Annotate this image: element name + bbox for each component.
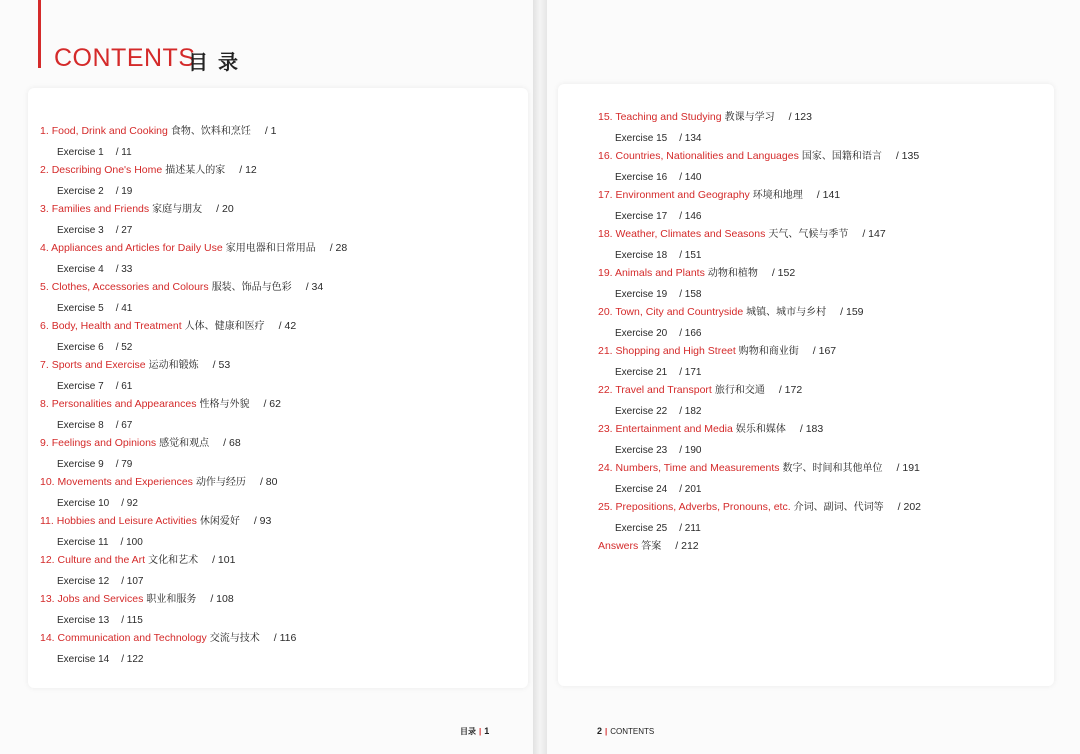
exercise-label: Exercise 17	[615, 211, 668, 222]
exercise-page: / 134	[679, 133, 702, 144]
toc-item	[598, 499, 921, 538]
toc-item	[598, 343, 921, 382]
chapter-number: 5.	[40, 281, 49, 293]
exercise-page: / 61	[115, 381, 133, 392]
chapter-page: / 172	[778, 384, 803, 396]
chapter-title: Town, City and Countryside	[615, 306, 744, 318]
chapter-number: 20.	[598, 306, 613, 318]
exercise-row[interactable]	[40, 650, 347, 669]
page-title-cn: 目录	[188, 50, 248, 74]
page-title: CONTENTS	[54, 44, 196, 72]
exercise-label: Exercise 1	[57, 147, 104, 158]
chapter-number: 16.	[598, 150, 613, 162]
chapter-title-cn: 运动和锻炼	[148, 360, 199, 371]
exercise-row[interactable]	[598, 480, 921, 499]
chapter-title-cn: 介词、副词、代词等	[793, 502, 884, 513]
chapter-page: / 108	[210, 593, 234, 605]
chapter-row[interactable]	[40, 591, 347, 611]
exercise-label: Exercise 9	[57, 459, 104, 470]
exercise-label: Exercise 22	[615, 406, 668, 417]
toc-item	[40, 279, 347, 318]
toc-item	[598, 109, 921, 148]
answers-page: / 212	[675, 540, 699, 552]
chapter-title-cn: 职业和服务	[146, 594, 197, 605]
exercise-label: Exercise 7	[57, 381, 104, 392]
chapter-number: 13.	[40, 593, 55, 605]
chapter-row[interactable]	[598, 421, 921, 441]
exercise-page: / 33	[115, 264, 133, 275]
chapter-number: 8.	[40, 398, 49, 410]
footer-right	[597, 726, 654, 736]
exercise-page: / 100	[120, 537, 143, 548]
chapter-page: / 123	[788, 111, 812, 123]
chapter-title: Shopping and High Street	[615, 345, 736, 357]
chapter-title: Entertainment and Media	[615, 423, 733, 435]
chapter-page: / 68	[223, 437, 241, 449]
chapter-title-cn: 购物和商业街	[738, 346, 799, 357]
chapter-page: / 12	[239, 164, 257, 176]
chapter-row[interactable]	[40, 552, 347, 572]
chapter-title: Prepositions, Adverbs, Pronouns, etc.	[615, 501, 791, 513]
chapter-title-cn: 城镇、城市与乡村	[746, 307, 827, 318]
toc-item	[40, 474, 347, 513]
chapter-title-cn: 动作与经历	[195, 477, 246, 488]
toc-item	[40, 318, 347, 357]
chapter-number: 22.	[598, 384, 613, 396]
exercise-label: Exercise 11	[57, 537, 109, 548]
chapter-page: / 147	[862, 228, 886, 240]
footer-separator: |	[605, 727, 608, 736]
chapter-number: 23.	[598, 423, 613, 435]
exercise-page: / 115	[121, 615, 143, 626]
chapter-title: Sports and Exercise	[51, 359, 146, 371]
chapter-number: 3.	[40, 203, 49, 215]
chapter-title: Travel and Transport	[615, 384, 712, 396]
chapter-number: 14.	[40, 632, 55, 644]
chapter-title-cn: 描述某人的家	[165, 165, 226, 176]
toc-item	[598, 187, 921, 226]
chapter-row[interactable]	[40, 201, 347, 221]
chapter-page: / 20	[216, 203, 234, 215]
exercise-label: Exercise 21	[615, 367, 668, 378]
exercise-row[interactable]	[40, 260, 347, 279]
answers-row[interactable]	[598, 538, 921, 558]
exercise-label: Exercise 10	[57, 498, 110, 509]
chapter-page: / 53	[212, 359, 231, 371]
chapter-title-cn: 休闲爱好	[199, 516, 240, 527]
exercise-page: / 182	[679, 406, 702, 417]
toc-item	[40, 513, 347, 552]
exercise-row[interactable]	[40, 494, 347, 513]
toc-item	[598, 421, 921, 460]
chapter-number: 7.	[40, 359, 49, 371]
chapter-title-cn: 性格与外貌	[199, 399, 250, 410]
toc-item	[40, 552, 347, 591]
chapter-number: 21.	[598, 345, 613, 357]
toc-item	[40, 162, 347, 201]
toc-item-answers	[598, 538, 921, 577]
chapter-row[interactable]	[40, 513, 347, 533]
exercise-row[interactable]	[40, 143, 347, 162]
exercise-row[interactable]	[598, 168, 921, 187]
exercise-label: Exercise 4	[57, 264, 104, 275]
exercise-row[interactable]	[598, 402, 921, 421]
chapter-page: / 152	[771, 267, 796, 279]
chapter-title: Numbers, Time and Measurements	[615, 462, 780, 474]
exercise-row[interactable]	[598, 207, 921, 226]
chapter-title-cn: 家庭与朋友	[152, 204, 203, 215]
chapter-title: Culture and the Art	[57, 554, 146, 566]
chapter-row[interactable]	[598, 499, 921, 519]
exercise-row[interactable]	[40, 377, 347, 396]
exercise-page: / 166	[679, 328, 702, 339]
chapter-row[interactable]	[598, 343, 921, 363]
chapter-title-cn: 娱乐和媒体	[735, 424, 786, 435]
footer-separator: |	[479, 727, 482, 736]
chapter-number: 12.	[40, 554, 55, 566]
chapter-title-cn: 交流与技术	[209, 633, 260, 644]
chapter-title: Appliances and Articles for Daily Use	[51, 242, 223, 254]
chapter-title: Families and Friends	[51, 203, 150, 215]
chapter-page: / 159	[840, 306, 864, 318]
exercise-page: / 122	[121, 654, 144, 665]
footer-right-page-number: 2	[597, 726, 603, 736]
exercise-label: Exercise 3	[57, 225, 104, 236]
exercise-row[interactable]	[598, 519, 921, 538]
exercise-page: / 158	[679, 289, 702, 300]
chapter-number: 24.	[598, 462, 613, 474]
chapter-page: / 34	[305, 281, 324, 293]
toc-item	[40, 123, 347, 162]
toc-item	[40, 357, 347, 396]
chapter-page: / 116	[273, 632, 297, 644]
exercise-row[interactable]	[40, 572, 347, 591]
exercise-page: / 52	[115, 342, 133, 353]
chapter-title-cn: 食物、饮料和烹饪	[170, 126, 251, 137]
chapter-title-cn: 文化和艺术	[148, 555, 199, 566]
exercise-row[interactable]	[40, 299, 347, 318]
chapter-number: 2.	[40, 164, 49, 176]
chapter-number: 15.	[598, 111, 613, 123]
exercise-row[interactable]	[598, 129, 921, 148]
exercise-page: / 11	[115, 147, 132, 158]
toc-item	[598, 226, 921, 265]
chapter-page: / 80	[259, 476, 278, 488]
exercise-label: Exercise 13	[57, 615, 110, 626]
toc-item	[40, 396, 347, 435]
footer-right-label: CONTENTS	[610, 727, 655, 736]
chapter-title-cn: 家用电器和日常用品	[225, 243, 316, 254]
exercise-row[interactable]	[40, 611, 347, 630]
exercise-label: Exercise 6	[57, 342, 104, 353]
chapter-row[interactable]	[598, 109, 921, 129]
toc-item	[40, 201, 347, 240]
chapter-title: Body, Health and Treatment	[51, 320, 182, 332]
exercise-page: / 190	[679, 445, 702, 456]
chapter-title-cn: 服装、饰品与色彩	[211, 282, 292, 293]
chapter-title: Weather, Climates and Seasons	[615, 228, 766, 240]
chapter-row[interactable]	[40, 396, 347, 416]
chapter-page: / 93	[253, 515, 272, 527]
chapter-page: / 1	[264, 125, 277, 137]
toc-right-list	[598, 109, 921, 577]
exercise-row[interactable]	[40, 182, 347, 201]
exercise-label: Exercise 19	[615, 289, 668, 300]
chapter-title: Environment and Geography	[615, 189, 750, 201]
exercise-page: / 201	[679, 484, 702, 495]
chapter-title-cn: 人体、健康和医疗	[184, 321, 265, 332]
chapter-page: / 167	[812, 345, 837, 357]
chapter-row[interactable]	[40, 240, 347, 260]
chapter-number: 10.	[40, 476, 55, 488]
exercise-label: Exercise 16	[615, 172, 668, 183]
exercise-row[interactable]	[598, 285, 921, 304]
chapter-title: Clothes, Accessories and Colours	[51, 281, 209, 293]
chapter-number: 11.	[40, 515, 54, 527]
exercise-row[interactable]	[40, 533, 347, 552]
chapter-title-cn: 数字、时间和其他单位	[782, 463, 883, 474]
exercise-label: Exercise 15	[615, 133, 668, 144]
toc-item	[40, 630, 347, 669]
toc-item	[40, 435, 347, 474]
chapter-number: 9.	[40, 437, 49, 449]
chapter-row[interactable]	[598, 304, 921, 324]
exercise-row[interactable]	[598, 324, 921, 343]
chapter-row[interactable]	[598, 226, 921, 246]
exercise-page: / 211	[679, 523, 701, 534]
exercise-page: / 151	[679, 250, 702, 261]
chapter-number: 18.	[598, 228, 613, 240]
exercise-page: / 171	[679, 367, 702, 378]
exercise-row[interactable]	[598, 441, 921, 460]
chapter-page: / 101	[212, 554, 236, 566]
exercise-row[interactable]	[40, 221, 347, 240]
toc-item	[598, 148, 921, 187]
exercise-page: / 67	[115, 420, 133, 431]
chapter-title: Describing One's Home	[51, 164, 163, 176]
chapter-number: 4.	[40, 242, 49, 254]
chapter-title: Movements and Experiences	[57, 476, 193, 488]
chapter-page: / 191	[896, 462, 920, 474]
exercise-page: / 107	[121, 576, 144, 587]
exercise-row[interactable]	[40, 416, 347, 435]
exercise-label: Exercise 12	[57, 576, 110, 587]
chapter-title-cn: 天气、气候与季节	[768, 229, 849, 240]
chapter-row[interactable]	[40, 318, 347, 338]
chapter-title-cn: 国家、国籍和语言	[801, 151, 882, 162]
chapter-row[interactable]	[598, 382, 921, 402]
chapter-number: 17.	[598, 189, 613, 201]
title-accent-bar	[38, 0, 41, 68]
exercise-label: Exercise 25	[615, 523, 668, 534]
exercise-label: Exercise 5	[57, 303, 104, 314]
chapter-number: 25.	[598, 501, 613, 513]
exercise-row[interactable]	[40, 455, 347, 474]
chapter-title-cn: 感觉和观点	[159, 438, 210, 449]
toc-left-list	[40, 123, 347, 669]
chapter-row[interactable]	[40, 123, 347, 143]
chapter-title: Animals and Plants	[614, 267, 705, 279]
chapter-number: 19.	[598, 267, 613, 279]
chapter-title: Countries, Nationalities and Languages	[615, 150, 799, 162]
chapter-page: / 135	[895, 150, 920, 162]
exercise-row[interactable]	[598, 246, 921, 265]
chapter-page: / 62	[263, 398, 281, 410]
toc-item	[598, 265, 921, 304]
exercise-row[interactable]	[598, 363, 921, 382]
book-spine	[533, 0, 547, 754]
toc-item	[598, 304, 921, 343]
exercise-page: / 27	[115, 225, 133, 236]
exercise-page: / 41	[115, 303, 133, 314]
chapter-row[interactable]	[40, 435, 347, 455]
chapter-row[interactable]	[598, 148, 921, 168]
chapter-title: Feelings and Opinions	[51, 437, 157, 449]
chapter-row[interactable]	[598, 265, 921, 285]
footer-left-page-number: 1	[484, 726, 490, 736]
chapter-row[interactable]	[40, 162, 347, 182]
chapter-row[interactable]	[40, 474, 347, 494]
exercise-page: / 146	[679, 211, 702, 222]
toc-item	[40, 591, 347, 630]
exercise-page: / 92	[121, 498, 138, 509]
chapter-row[interactable]	[598, 187, 921, 207]
chapter-page: / 42	[278, 320, 297, 332]
chapter-row[interactable]	[598, 460, 921, 480]
exercise-label: Exercise 8	[57, 420, 104, 431]
chapter-page: / 183	[799, 423, 824, 435]
exercise-label: Exercise 24	[615, 484, 668, 495]
chapter-title: Teaching and Studying	[615, 111, 722, 123]
chapter-title-cn: 环境和地理	[752, 190, 803, 201]
chapter-title-cn: 教课与学习	[724, 112, 775, 123]
chapter-page: / 202	[897, 501, 921, 513]
toc-item	[40, 240, 347, 279]
answers-title: Answers	[598, 540, 639, 552]
footer-left	[460, 726, 489, 737]
exercise-page: / 79	[115, 459, 133, 470]
exercise-label: Exercise 18	[615, 250, 668, 261]
exercise-label: Exercise 2	[57, 186, 104, 197]
exercise-label: Exercise 23	[615, 445, 668, 456]
exercise-page: / 140	[679, 172, 702, 183]
footer-left-label: 目录	[460, 727, 476, 736]
chapter-page: / 28	[329, 242, 348, 254]
chapter-title: Personalities and Appearances	[51, 398, 197, 410]
chapter-row[interactable]	[40, 630, 347, 650]
chapter-title: Food, Drink and Cooking	[51, 125, 168, 137]
chapter-title: Communication and Technology	[57, 632, 207, 644]
chapter-title: Jobs and Services	[57, 593, 144, 605]
chapter-row[interactable]	[40, 357, 347, 377]
chapter-page: / 141	[816, 189, 841, 201]
exercise-page: / 19	[115, 186, 133, 197]
chapter-number: 6.	[40, 320, 49, 332]
chapter-title: Hobbies and Leisure Activities	[56, 515, 197, 527]
toc-item	[598, 382, 921, 421]
exercise-row[interactable]	[40, 338, 347, 357]
exercise-label: Exercise 20	[615, 328, 668, 339]
chapter-number: 1.	[40, 125, 49, 137]
chapter-row[interactable]	[40, 279, 347, 299]
exercise-label: Exercise 14	[57, 654, 110, 665]
chapter-title-cn: 旅行和交通	[714, 385, 765, 396]
toc-item	[598, 460, 921, 499]
chapter-title-cn: 动物和植物	[707, 268, 758, 279]
answers-title-cn: 答案	[641, 541, 662, 552]
